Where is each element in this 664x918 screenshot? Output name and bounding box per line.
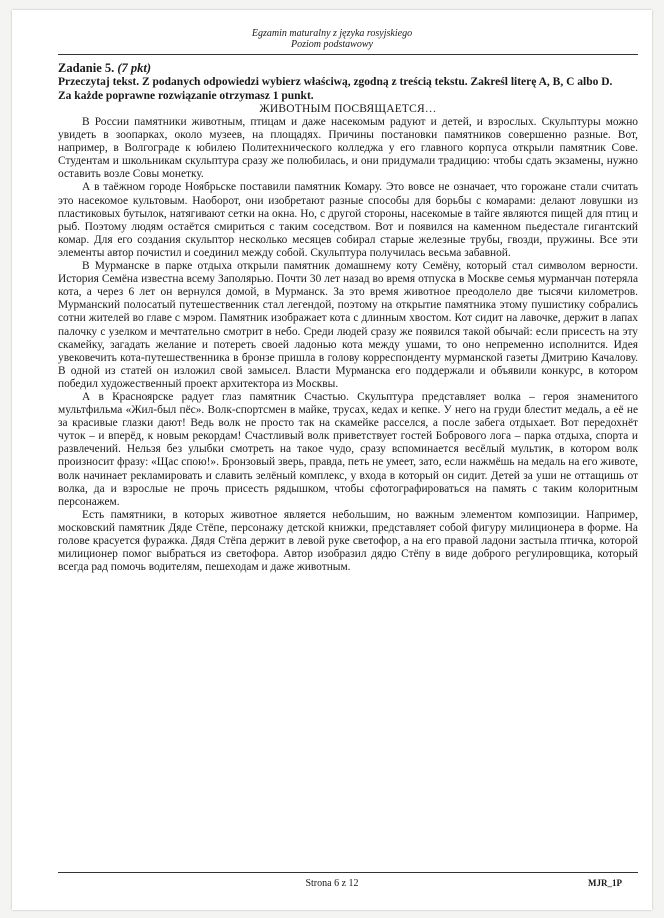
header-exam-title: Egzamin maturalny z języka rosyjskiego xyxy=(251,28,413,39)
task-scoring-note: Za każde poprawne rozwiązanie otrzymasz 1 punkt. xyxy=(58,89,314,102)
text-paragraph-3: В Мурманске в парке отдыха открыли памятник домашнему коту Семёну, который стал символом верности. История Семёна известна всему Заполярью. Почти 30 лет назад во время отпуска в Москве семья мурманчан потеряла кота, а через 6 лет он вернулся домой, в Мурманск. За это время животное преодолело две тысячи километров. Мурманский полосатый путешественник стал легендой, поэтому на открытие памятника этому пушистику собрались сотни жителей во главе с мэром. Памятник изображает кота с длинным хвостом. Кот сидит на лавочке, держит в лапах палочку с узелком и мечтательно смотрит в небо. Среди людей сразу же появился такой обычай: если присесть на эту скамейку, загадать желание и потереть своей ладонью кота между ушами, то оно непременно исполнится. Идея увековечить кота-путешественника в бронзе пришла в голову корреспонденту мурманской газеты Дмитрию Качалову. В одной из статей он изложил свой замысел. Власти Мурманска его поддержали и объявили конкурс, в котором победил художественный проект архитектора из Москвы. xyxy=(58,260,638,390)
header-level: Poziom podstawowy xyxy=(291,39,373,50)
task-instruction: Przeczytaj tekst. Z podanych odpowiedzi wybierz właściwą, zgodną z treścią tekstu. Zakreśl literę A, B, C albo D. xyxy=(58,76,613,88)
task-heading xyxy=(58,61,638,76)
text-title: ЖИВОТНЫМ ПОСВЯЩАЕТСЯ… xyxy=(259,103,437,115)
text-paragraph-2: А в таёжном городе Ноябрьске поставили памятник Комару. Это вовсе не означает, что горожане стали считать это насекомое культовым. Наоборот, они изобретают разные способы для борьбы с комарами: делают ловушки из пластиковых бутылок, натягивают сетки на окна. Но, с другой стороны, насекомые в тайге являются пищей для птиц и рыб. Поэтому людям остаётся смириться с таким соседством. Вот и появился на каменном пьедестале гигантский комар. Для его создания скульптор несколько месяцев собирал старые железные трубы, гвозди, пружины. Все эти элементы автор почистил и соединил между собой. Скульптура получилась весьма забавной. xyxy=(58,181,638,259)
header-divider xyxy=(58,54,638,55)
page-header xyxy=(12,28,652,50)
text-paragraph-5: Есть памятники, в которых животное является небольшим, но важным элементом композиции. Например, московский памятник Дяде Стёпе, персонажу детской книжки, представляет собой фигуру милиционера в форме. На голове красуется фуражка. Дядя Стёпа держит в левой руке светофор, а на его правой ладони застыла птичка, которой милиционер помог выбраться из светофора. Автор изобразил дядю Стёпу в виде доброго регулировщика, который всегда рад помочь водителям, пешеходам и даже животным. xyxy=(58,508,638,574)
exam-code: MJR_1P xyxy=(588,878,622,888)
footer-divider xyxy=(58,872,638,873)
text-paragraph-1: В России памятники животным, птицам и даже насекомым радуют и детей, и взрослых. Скульптуры можно увидеть в зоопарках, около музеев, на площадях. Причины постановки памятников совершенно разные. Вот, например, в Волгограде к юбилею Политехнического колледжа у его главного корпуса открыли памятник Сове. Студентам и школьникам скульптура сразу же полюбилась, и они придумали традицию: чтобы сдать экзамены, нужно оставить возле Совы монетку. xyxy=(58,116,638,181)
task-points: (7 pkt) xyxy=(117,61,152,75)
text-paragraph-4: А в Красноярске радует глаз памятник Счастью. Скульптура представляет волка – героя знаменитого мультфильма «Жил-был пёс». Волк-спортсмен в майке, трусах, кедах и кепке. У него на груди блестит медаль, а её не за красивые глазки дают! Ведь волк не просто так на скамейке расселся, а после забега отдыхает. Вот передохнёт чуток – и вперёд, к новым рекордам! Счастливый волк приветствует гостей Бобрового лога – парка отдыха, спорта и развлечений. Нельзя без улыбки смотреть на такое чудо, сразу вспоминается весёлый мультик, в котором волк произносит фразу: «Щас спою!». Бронзовый зверь, правда, петь не умеет, зато, если нажмёшь на медаль на его животе, волк начинает рекламировать и славить зелёный комплекс, у входа в который он сидит. Детей за уши не оттащишь от волка, да и взрослые не прочь присесть рядышком, чтобы сфотографироваться на память с таким колоритным персонажем. xyxy=(58,390,638,508)
page-number: Strona 6 z 12 xyxy=(305,878,359,889)
task-content xyxy=(58,61,638,574)
task-title: Zadanie 5. xyxy=(58,61,115,75)
page-footer xyxy=(12,878,652,892)
exam-page xyxy=(12,10,652,910)
